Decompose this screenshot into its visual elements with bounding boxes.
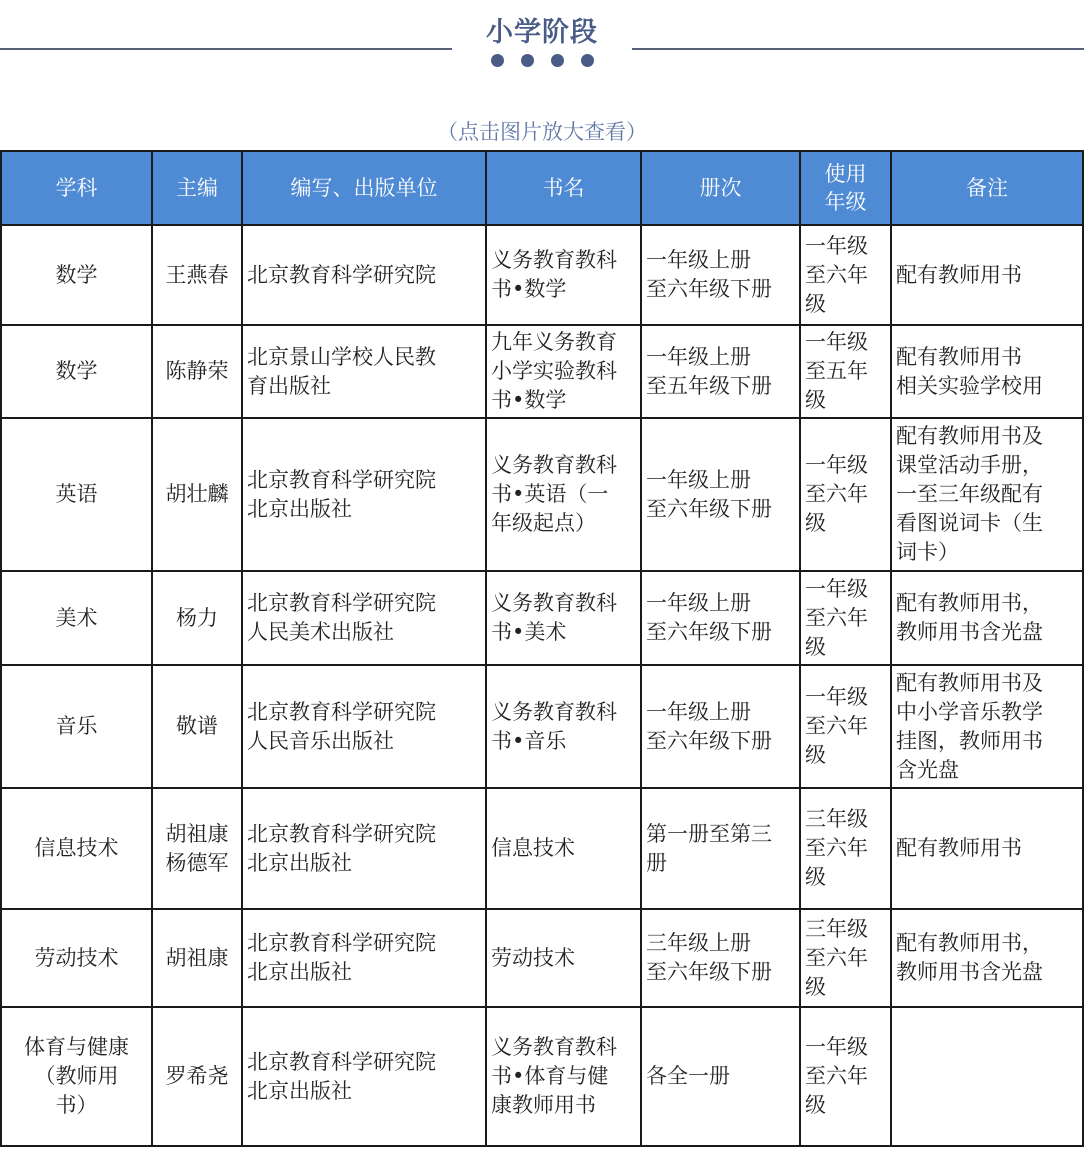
cell-text: 数学 [55,359,98,383]
cell-volumes [641,225,800,325]
cell-text: 义务教育教科 [491,453,617,477]
cell-text: 至六年级下册 [646,496,772,521]
cell-grades [800,1007,891,1146]
cell-text: 书•数学 [491,277,567,301]
cell-subject [1,788,152,909]
cell-text: 美术 [55,605,98,630]
header-label: 学科 [55,176,98,200]
cell-text: 敬谱 [176,714,218,738]
header-label: 年级 [824,190,867,214]
cell-text: 级 [805,511,826,535]
cell-text: 看图说词卡（生 [896,511,1043,535]
cell-text: 配有教师用书 [896,344,1022,369]
cell-grades [800,571,891,665]
cell-text: 级 [805,974,826,999]
cell-text: 北京出版社 [247,960,352,984]
cell-book [486,788,641,909]
cell-publisher [242,325,486,418]
cell-text: 配有教师用书， [896,591,1043,615]
cell-subject [1,571,152,665]
cell-text: 至六年 [805,605,868,630]
cell-publisher [242,665,486,788]
column-header-notes [891,151,1083,225]
cell-text: 至六年 [805,482,868,506]
cell-text: 配有教师用书 [896,836,1022,860]
cell-text: 劳动技术 [34,945,119,970]
cell-notes [891,909,1083,1007]
header-label: 主编 [176,176,218,200]
header-label: 书名 [542,176,585,200]
cell-notes [891,1007,1083,1146]
cell-text: 一年级 [805,576,868,601]
cell-text: 一年级上册 [646,467,751,492]
cell-text: 级 [805,743,826,767]
cell-text: 胡祖康 [165,821,229,846]
cell-subject [1,909,152,1007]
cell-text: 一年级 [805,685,868,709]
cell-text: 至六年 [805,1064,868,1088]
table-row [1,225,1083,325]
cell-text: 北京教育科学研究院 [247,467,436,492]
cell-text: 北京教育科学研究院 [247,821,436,846]
dot-icon [521,54,534,67]
cell-text: 音乐 [55,714,98,738]
cell-publisher [242,571,486,665]
cell-volumes [641,909,800,1007]
cell-text: 三年级上册 [646,931,751,955]
cell-text: 北京教育科学研究院 [247,262,436,287]
cell-text: 至六年级下册 [646,960,772,984]
cell-text: 体育与健康 [24,1035,129,1059]
cell-text: 数学 [55,262,98,287]
cell-text: 配有教师用书及 [896,424,1043,448]
cell-text: 中小学音乐教学 [896,699,1043,724]
cell-text: 北京教育科学研究院 [247,931,436,955]
cell-text: 义务教育教科 [491,591,617,615]
cell-subject [1,418,152,571]
cell-text: 育出版社 [247,373,331,398]
cell-book [486,571,641,665]
cell-text: 九年义务教育 [491,330,617,354]
cell-grades [800,665,891,788]
cell-text: 书•体育与健 [491,1064,609,1088]
cell-publisher [242,225,486,325]
cell-text: 北京出版社 [247,850,352,875]
cell-text: 至六年 [805,714,868,738]
column-header-book [486,151,641,225]
cell-text: 一年级上册 [646,248,751,272]
cell-text: 罗希尧 [165,1064,229,1088]
cell-text: 义务教育教科 [491,699,617,724]
cell-text: 配有教师用书及 [896,670,1043,695]
cell-text: 至六年级下册 [646,620,772,644]
cell-text: 第一册至第三 [646,821,772,846]
cell-volumes [641,571,800,665]
cell-text: 课堂活动手册， [896,453,1043,477]
table-header-row [1,151,1083,225]
cell-grades [800,325,891,418]
cell-text: 级 [805,1093,826,1117]
cell-book [486,325,641,418]
cell-text: 北京教育科学研究院 [247,1049,436,1074]
cell-text: 陈静荣 [165,359,229,383]
cell-text: 北京景山学校人民教 [247,344,436,369]
cell-notes [891,225,1083,325]
table-body [1,225,1083,1146]
cell-text: 一至三年级配有 [896,482,1043,506]
cell-book [486,225,641,325]
cell-text: 年级起点） [491,511,596,535]
table-row [1,665,1083,788]
cell-volumes [641,788,800,909]
cell-notes [891,418,1083,571]
cell-editor [152,325,242,418]
textbook-table [0,150,1084,1147]
cell-text: 小学实验教科 [491,359,617,383]
cell-text: 人民音乐出版社 [247,728,394,753]
column-header-subject [1,151,152,225]
cell-editor [152,225,242,325]
cell-text: 各全一册 [646,1064,730,1088]
cell-editor [152,1007,242,1146]
cell-text: 王燕春 [165,262,229,287]
cell-text: 至六年级下册 [646,728,772,753]
cell-volumes [641,1007,800,1146]
cell-text: 配有教师用书 [896,262,1022,287]
cell-text: 级 [805,388,826,412]
cell-text: 词卡） [896,540,959,564]
table-row [1,325,1083,418]
dot-icon [551,54,564,67]
cell-text: 至五年级下册 [646,373,772,398]
cell-text: 一年级 [805,233,868,258]
header-label: 册次 [699,176,742,200]
cell-grades [800,418,891,571]
cell-text: 至六年级下册 [646,277,772,301]
cell-text: 书） [55,1093,98,1117]
cell-editor [152,909,242,1007]
cell-text: 北京出版社 [247,496,352,521]
decorative-dots [491,54,594,67]
column-header-volumes [641,151,800,225]
cell-text: 相关实验学校用 [896,373,1043,398]
column-header-editor [152,151,242,225]
cell-text: 含光盘 [896,757,959,782]
cell-text: 信息技术 [491,836,575,860]
cell-text: 康教师用书 [491,1093,596,1117]
cell-text: 一年级上册 [646,699,751,724]
cell-editor [152,571,242,665]
cell-notes [891,571,1083,665]
cell-text: 至六年 [805,836,868,860]
cell-text: 三年级 [805,807,868,831]
cell-text: 人民美术出版社 [247,620,394,644]
cell-text: 义务教育教科 [491,1035,617,1059]
cell-text: 信息技术 [34,836,119,860]
cell-text: 北京教育科学研究院 [247,591,436,615]
cell-text: 义务教育教科 [491,248,617,272]
table-row [1,418,1083,571]
cell-text: 一年级上册 [646,591,751,615]
cell-notes [891,788,1083,909]
cell-text: 级 [805,865,826,889]
table-row [1,909,1083,1007]
table-row [1,1007,1083,1146]
cell-editor [152,418,242,571]
cell-text: 杨力 [176,605,218,630]
section-title: 小学阶段 [486,17,598,48]
cell-text: 级 [805,291,826,316]
cell-text: 一年级上册 [646,344,751,369]
cell-grades [800,909,891,1007]
cell-text: 北京出版社 [247,1078,352,1103]
section-header [0,0,1084,80]
cell-subject [1,665,152,788]
cell-volumes [641,665,800,788]
cell-text: 书•音乐 [491,728,567,753]
cell-book [486,909,641,1007]
cell-editor [152,665,242,788]
cell-text: 胡壮麟 [165,482,229,506]
cell-grades [800,788,891,909]
cell-text: 配有教师用书， [896,931,1043,955]
cell-text: 册 [646,850,667,875]
cell-text: 至六年 [805,262,868,287]
cell-text: 书•数学 [491,388,567,412]
cell-notes [891,665,1083,788]
cell-volumes [641,325,800,418]
cell-subject [1,1007,152,1146]
cell-text: 书•美术 [491,620,567,644]
cell-text: 北京教育科学研究院 [247,699,436,724]
cell-volumes [641,418,800,571]
cell-editor [152,788,242,909]
cell-text: 至五年 [805,359,868,383]
cell-text: 胡祖康 [165,945,229,970]
cell-grades [800,225,891,325]
cell-text: 一年级 [805,453,868,477]
cell-text: 书•英语（一 [491,482,609,506]
cell-text: （教师用 [34,1064,119,1088]
cell-book [486,1007,641,1146]
zoom-hint: （点击图片放大查看） [437,120,647,144]
cell-text: 杨德军 [165,850,229,875]
cell-text: 教师用书含光盘 [896,960,1043,984]
column-header-publisher [242,151,486,225]
table-row [1,788,1083,909]
cell-book [486,665,641,788]
dot-icon [581,54,594,67]
cell-publisher [242,909,486,1007]
header-label: 编写、出版单位 [290,176,438,200]
cell-notes [891,325,1083,418]
cell-text: 教师用书含光盘 [896,620,1043,644]
cell-text: 一年级 [805,330,868,354]
cell-publisher [242,1007,486,1146]
header-label: 使用 [824,162,867,186]
column-header-grades [800,151,891,225]
cell-publisher [242,788,486,909]
cell-subject [1,325,152,418]
cell-text: 一年级 [805,1035,868,1059]
cell-text: 挂图，教师用书 [896,728,1043,753]
cell-publisher [242,418,486,571]
cell-subject [1,225,152,325]
cell-text: 英语 [55,482,98,506]
cell-text: 劳动技术 [491,945,575,970]
dot-icon [491,54,504,67]
cell-text: 三年级 [805,916,868,941]
cell-text: 至六年 [805,945,868,970]
table-row [1,571,1083,665]
header-label: 备注 [966,176,1008,200]
cell-book [486,418,641,571]
cell-text: 级 [805,634,826,659]
